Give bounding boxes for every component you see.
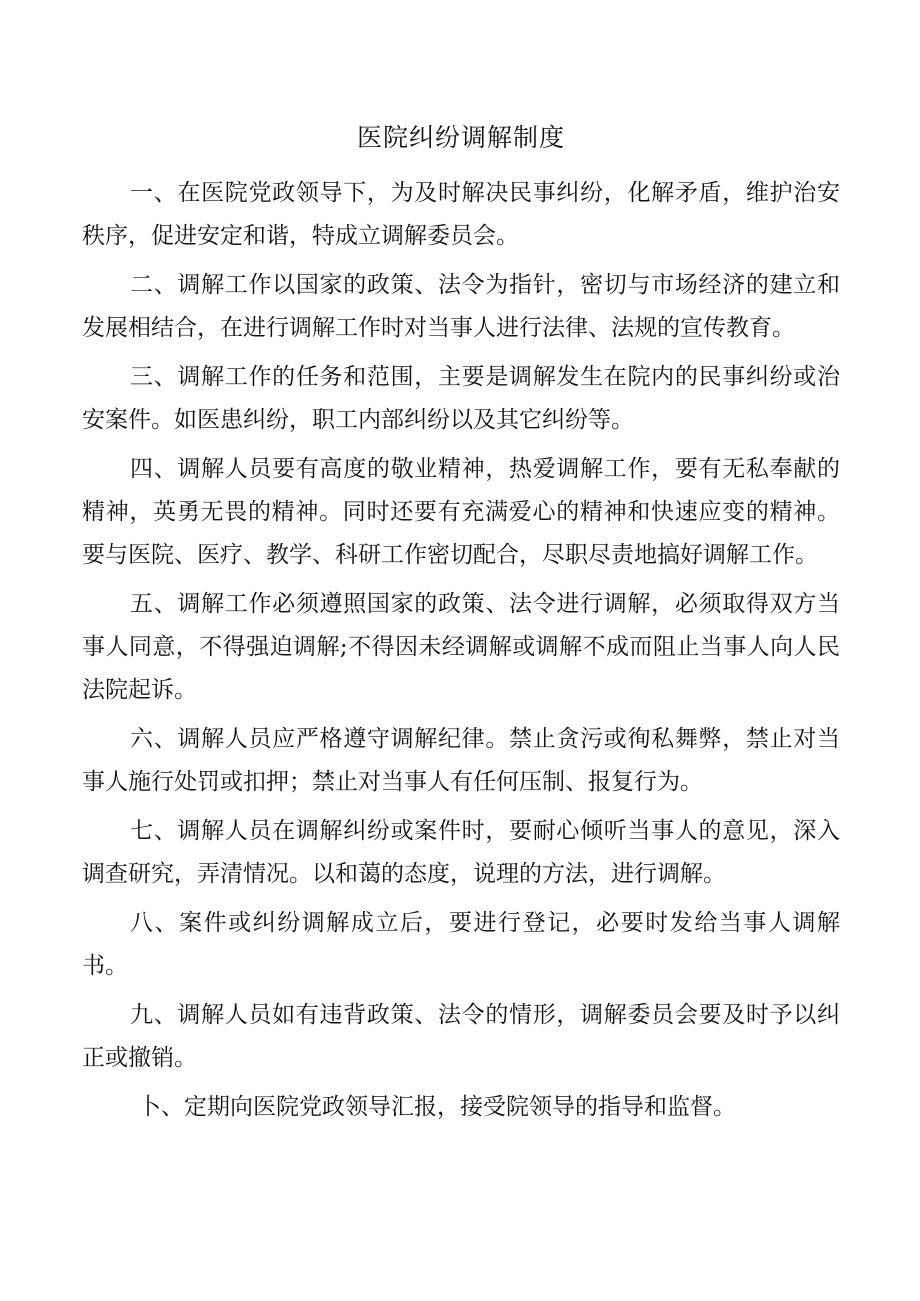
paragraph-2: 二、调解工作以国家的政策、法令为指针，密切与市场经济的建立和发展相结合，在进行调解工作时对当事人进行法律、法规的宣传教育。: [82, 272, 840, 341]
paragraph-10: 卜、定期向医院党政领导汇报，接受院领导的指导和监督。: [138, 1094, 736, 1120]
paragraph-4: 四、调解人员要有高度的敬业精神，热爱调解工作，要有无私奉献的精神，英勇无畏的精神。同时还要有充满爱心的精神和快速应变的精神。要与医院、医疗、教学、科研工作密切配合，尽职尽责地搞好调解工作。: [82, 456, 840, 568]
paragraph-5: 五、调解工作必须遵照国家的政策、法令进行调解，必须取得双方当事人同意，不得强迫调解;不得因未经调解或调解不成而阻止当事人向人民法院起诉。: [82, 591, 840, 703]
paragraph-8: 八、案件或纠纷调解成立后，要进行登记，必要时发给当事人调解书。: [82, 910, 840, 979]
document-title: 医院纠纷调解制度: [356, 123, 565, 152]
document-page: [82, 118, 840, 1135]
paragraph-9: 九、调解人员如有违背政策、法令的情形，调解委员会要及时予以纠正或撤销。: [82, 1002, 840, 1071]
paragraph-3: 三、调解工作的任务和范围，主要是调解发生在院内的民事纠纷或治安案件。如医患纠纷，职工内部纠纷以及其它纠纷等。: [82, 364, 840, 433]
paragraph-1: 一、在医院党政领导下，为及时解决民事纠纷，化解矛盾，维护治安秩序，促进安定和谐，特成立调解委员会。: [82, 180, 840, 249]
paragraph-6: 六、调解人员应严格遵守调解纪律。禁止贪污或徇私舞弊，禁止对当事人施行处罚或扣押；禁止对当事人有任何压制、报复行为。: [82, 726, 840, 795]
paragraph-7: 七、调解人员在调解纠纷或案件时，要耐心倾听当事人的意见，深入调查研究，弄清情况。以和蔼的态度，说理的方法，进行调解。: [82, 818, 840, 887]
